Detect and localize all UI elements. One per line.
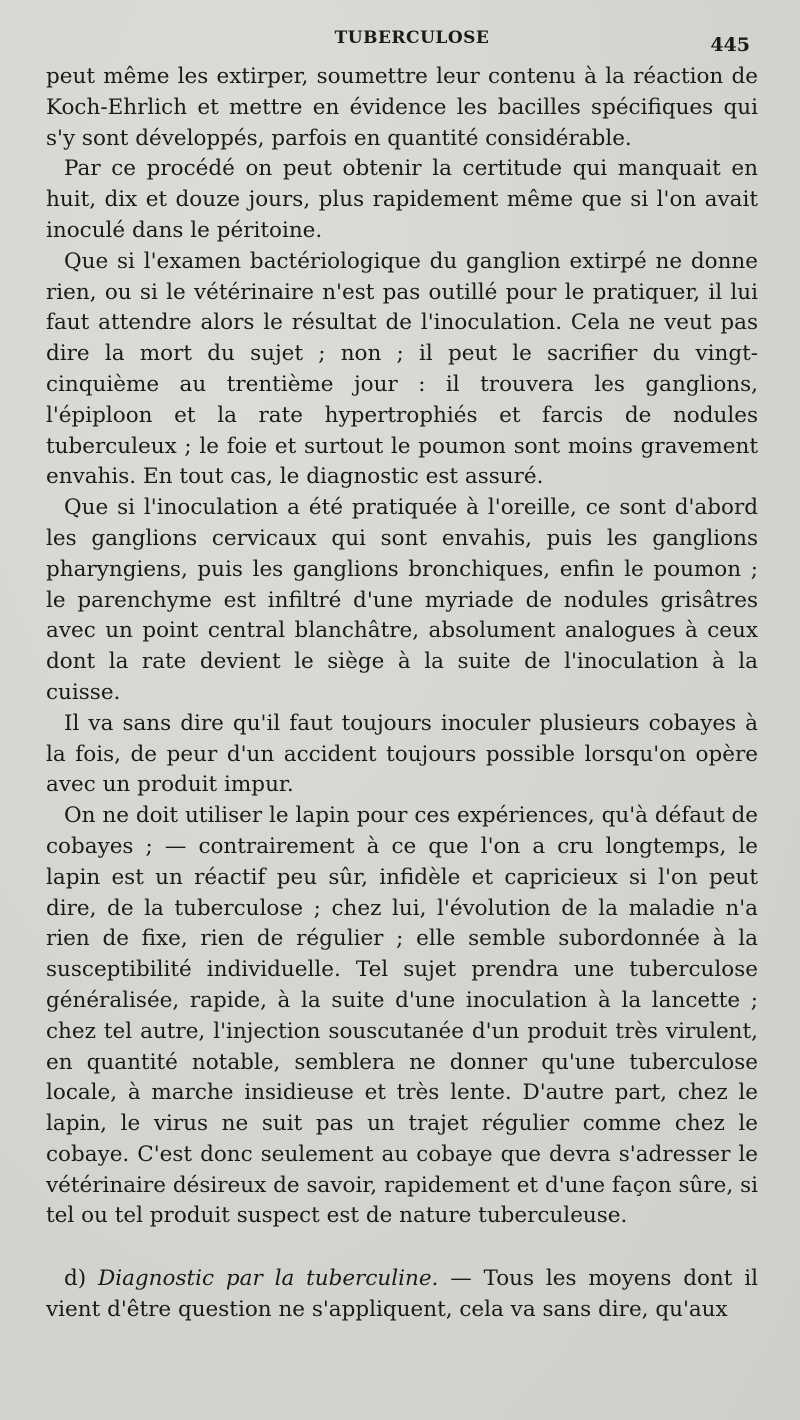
section-text: — Tous les moyens dont il vient d'être question ne s'appliquent, cela va sans dire, qu'aux <box>46 1266 758 1323</box>
page-number: 445 <box>710 34 750 56</box>
paragraph-5: Il va sans dire qu'il faut toujours inoculer plusieurs cobayes à la fois, de peur d'un accident toujours possible lorsqu'on opère avec un produit impur. <box>46 710 758 798</box>
section-paragraph <box>46 1264 758 1326</box>
paragraph-1: peut même les extirper, soumettre leur contenu à la réaction de Koch-Ehrlich et mettre en évidence les bacilles spécifiques qui s'y sont développés, parfois en quantité considérable. <box>46 64 758 151</box>
paragraph-2: Par ce procédé on peut obtenir la certitude qui manquait en huit, dix et douze jours, plus rapidement même que si l'on avait inoculé dans le péritoine. <box>46 156 758 243</box>
section-title: Diagnostic par la tuberculine. <box>97 1266 439 1292</box>
paragraph-4: Que si l'inoculation a été pratiquée à l'oreille, ce sont d'abord les ganglions cervicaux qui sont envahis, puis les ganglions pharyngiens, puis les ganglions bronchiques, enfin le poumon ; le parenchyme est infiltré d'une myriade de nodules grisâtres avec un point central blanchâtre, absolument analogues à ceux dont la rate devient le siège à la suite de l'inoculation à la cuisse. <box>46 495 758 705</box>
paragraph-3: Que si l'examen bactériologique du ganglion extirpé ne donne rien, ou si le vétérinaire n'est pas outillé pour le pratiquer, il lui faut attendre alors le résultat de l'inoculation. Cela ne veut pas dire la mort du sujet ; non ; il peut le sacrifier du vingt-cinquième au trentième jour : il trouvera les ganglions, l'épiploon et la rate hypertrophiés et farcis de nodules tuberculeux ; le foie et surtout le poumon sont moins gravement envahis. En tout cas, le diagnostic est assuré. <box>46 248 758 490</box>
page-body <box>46 62 758 1326</box>
page-header <box>46 28 758 62</box>
section-marker: d) <box>64 1266 87 1292</box>
running-title: TUBERCULOSE <box>334 28 490 48</box>
paragraph-6: On ne doit utiliser le lapin pour ces expériences, qu'à défaut de cobayes ; — contrairement à ce que l'on a cru longtemps, le lapin est un réactif peu sûr, infidèle et capricieux si l'on peut dire, de la tuberculose ; chez lui, l'évolution de la maladie n'a rien de fixe, rien de régulier ; elle semble subordonnée à la susceptibilité individuelle. Tel sujet prendra une tuberculose généralisée, rapide, à la suite d'une inoculation à la lancette ; chez tel autre, l'injection souscutanée d'un produit très virulent, en quantité notable, semblera ne donner qu'une tuberculose locale, à marche insidieuse et très lente. D'autre part, chez le lapin, le virus ne suit pas un trajet régulier comme chez le cobaye. C'est donc seulement au cobaye que devra s'adresser le vétérinaire désireux de savoir, rapidement et d'une façon sûre, si tel ou tel produit suspect est de nature tuberculeuse. <box>46 803 758 1229</box>
